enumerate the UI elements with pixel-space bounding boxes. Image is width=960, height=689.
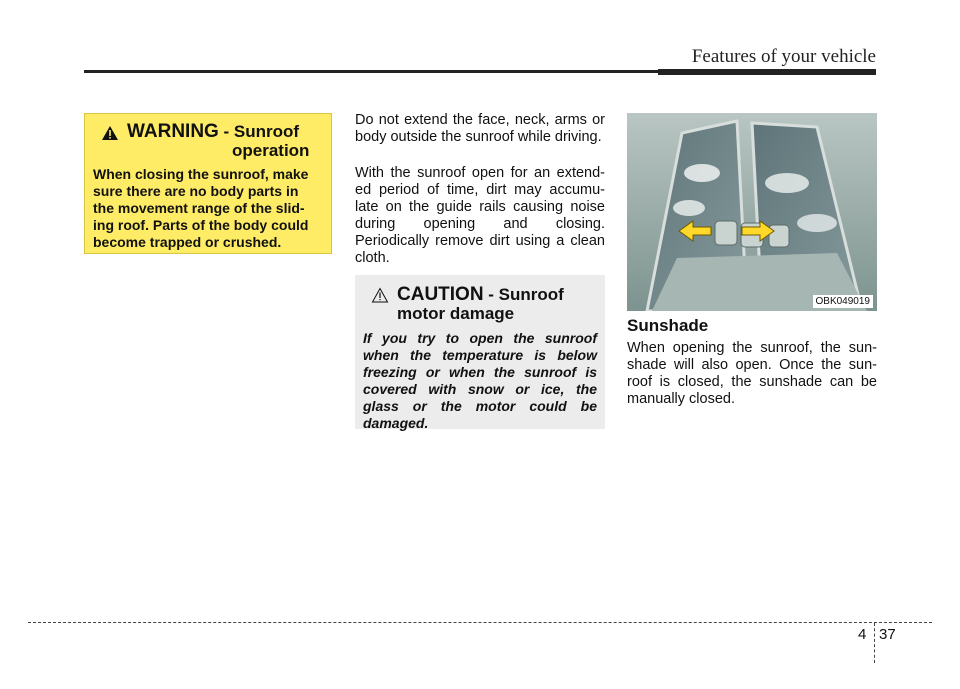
caution-label: CAUTION bbox=[397, 284, 484, 305]
sunroof-illustration bbox=[627, 113, 877, 311]
warning-triangle-icon bbox=[101, 125, 119, 141]
header-title: Features of your vehicle bbox=[691, 46, 876, 67]
caution-subtitle-2: motor damage bbox=[397, 304, 515, 323]
chapter-number: 4 bbox=[858, 626, 867, 643]
page-number: 37 bbox=[879, 626, 896, 643]
paragraph-face-neck: Do not extend the face, neck, arms or body outside the sunroof while driving. bbox=[355, 112, 605, 145]
warning-subtitle-1: - Sunroof bbox=[218, 122, 300, 141]
caution-triangle-icon bbox=[371, 287, 389, 303]
caution-subtitle-1: - Sunroof bbox=[483, 285, 564, 304]
section-title-sunshade: Sunshade bbox=[627, 316, 709, 335]
warning-header bbox=[101, 122, 323, 160]
footer-separator bbox=[874, 623, 875, 663]
caution-title bbox=[397, 285, 564, 323]
footer-rule bbox=[28, 622, 932, 623]
caution-box bbox=[355, 275, 605, 429]
paragraph-dirt: With the sunroof open for an extend-ed period of time, dirt may accumu-late on the guide rails causing noise during opening and closing. Periodically remove dirt using a clean cloth. bbox=[355, 165, 605, 266]
warning-subtitle-2: operation bbox=[232, 141, 310, 160]
warning-label: WARNING bbox=[127, 121, 219, 142]
warning-box bbox=[84, 113, 332, 254]
header-rule-accent bbox=[658, 69, 876, 75]
warning-body: When closing the sunroof, make sure there are no body parts in the movement range of the slid-ing roof. Parts of the body could become trapped or crushed. bbox=[93, 166, 309, 250]
paragraph-sunshade: When opening the sunroof, the sun-shade will also open. Once the sun-roof is closed, the sunshade can be manually closed. bbox=[627, 340, 877, 407]
sunroof-photo bbox=[627, 113, 877, 311]
warning-title bbox=[127, 122, 309, 160]
caution-body: If you try to open the sunroof when the temperature is below freezing or when the sunroof is covered with snow or ice, the glass or the motor could be damaged. bbox=[363, 330, 597, 431]
caution-header bbox=[371, 285, 597, 323]
photo-caption: OBK049019 bbox=[813, 295, 874, 308]
